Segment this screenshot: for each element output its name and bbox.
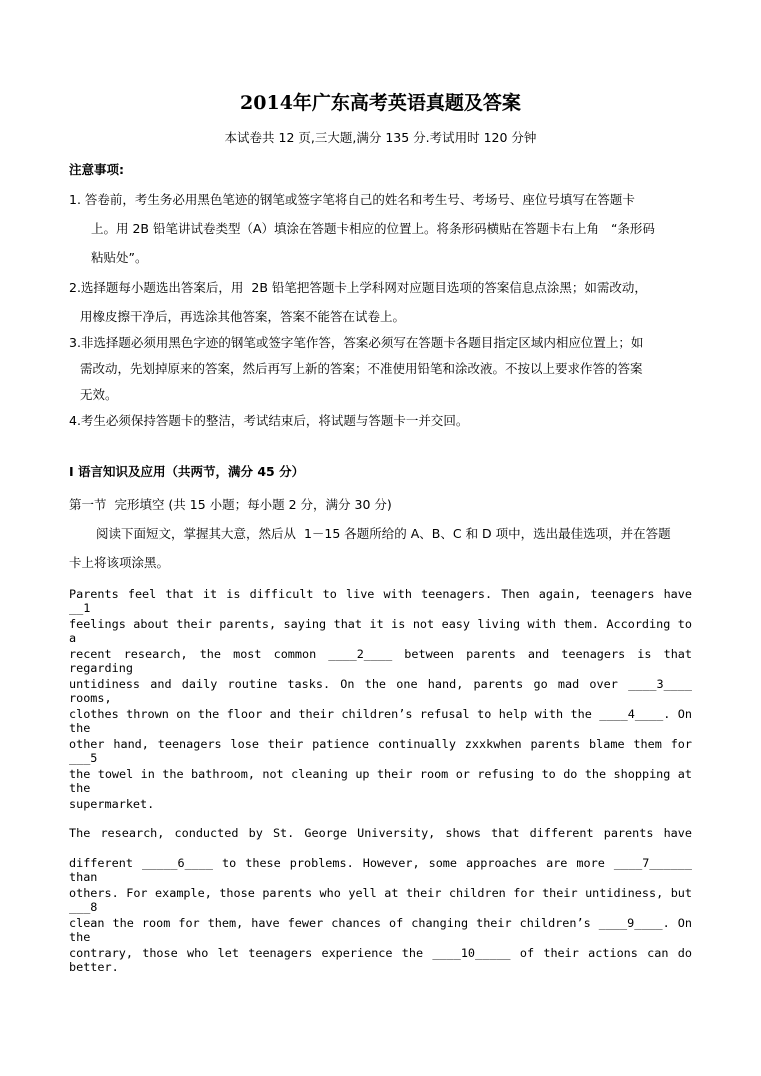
part-heading: 第一节 完形填空 (共 15 小题；每小题 2 分，满分 30 分) — [69, 497, 392, 512]
notice-line: 粘贴处”。 — [91, 250, 148, 265]
passage-line: clothes thrown on the floor and their children’s refusal to help with the ____4____. On the — [69, 707, 692, 735]
notice-line: 3.非选择题必须用黑色字迹的钢笔或签字笔作答，答案必须写在答题卡各题目指定区域内相应位置上；如 — [69, 335, 644, 350]
notice-line: 上。用 2B 铅笔讲试卷类型（A）填涂在答题卡相应的位置上。将条形码横贴在答题卡右上角 “条形码 — [91, 221, 655, 236]
notice-line: 2.选择题每小题选出答案后，用 2B 铅笔把答题卡上学科网对应题目选项的答案信息点涂黑；如需改动， — [69, 280, 647, 295]
section-heading: I 语言知识及应用（共两节，满分 45 分） — [69, 464, 305, 479]
exam-info: 本试卷共 12 页,三大题,满分 135 分.考试用时 120 分钟 — [224, 130, 537, 145]
notice-line: 无效。 — [80, 387, 118, 402]
passage-line: clean the room for them, have fewer chances of changing their children’s ____9____. On the — [69, 916, 692, 944]
passage-line: untidiness and daily routine tasks. On the one hand, parents go mad over ____3____ rooms, — [69, 677, 692, 705]
passage-line: the towel in the bathroom, not cleaning up their room or refusing to do the shopping at the — [69, 767, 692, 795]
passage-line: recent research, the most common ____2____ between parents and teenagers is that regarding — [69, 647, 692, 675]
page-title: 2014年广东高考英语真题及答案 — [240, 92, 521, 114]
instruction-line: 阅读下面短文，掌握其大意，然后从 1－15 各题所给的 A、B、C 和 D 项中，选出最佳选项，并在答题 — [96, 526, 671, 541]
passage-line: supermarket. — [69, 797, 155, 811]
passage-line: other hand, teenagers lose their patience continually zxxkwhen parents blame them for ___5 — [69, 737, 692, 765]
passage-line: The research, conducted by St. George University, shows that different parents have — [69, 826, 692, 840]
passage-line: contrary, those who let teenagers experience the ____10_____ of their actions can do better. — [69, 946, 692, 974]
passage-line: Parents feel that it is difficult to live with teenagers. Then again, teenagers have __1 — [69, 587, 692, 615]
instruction-line: 卡上将该项涂黑。 — [69, 555, 170, 570]
notice-line: 1. 答卷前，考生务必用黑色笔迹的钢笔或签字笔将自己的姓名和考生号、考场号、座位号填写在答题卡 — [69, 192, 635, 207]
passage-line: others. For example, those parents who yell at their children for their untidiness, but ___8 — [69, 886, 692, 914]
notice-heading: 注意事项: — [69, 162, 124, 177]
passage-line: different _____6____ to these problems. However, some approaches are more ____7______ than — [69, 856, 692, 884]
notice-line: 4.考生必须保持答题卡的整洁，考试结束后，将试题与答题卡一并交回。 — [69, 413, 469, 428]
passage-line: feelings about their parents, saying that it is not easy living with them. According to a — [69, 617, 692, 645]
notice-line: 用橡皮擦干净后，再选涂其他答案，答案不能答在试卷上。 — [80, 309, 406, 324]
notice-line: 需改动，先划掉原来的答案，然后再写上新的答案；不准使用铅笔和涂改液。不按以上要求作答的答案 — [80, 361, 643, 376]
